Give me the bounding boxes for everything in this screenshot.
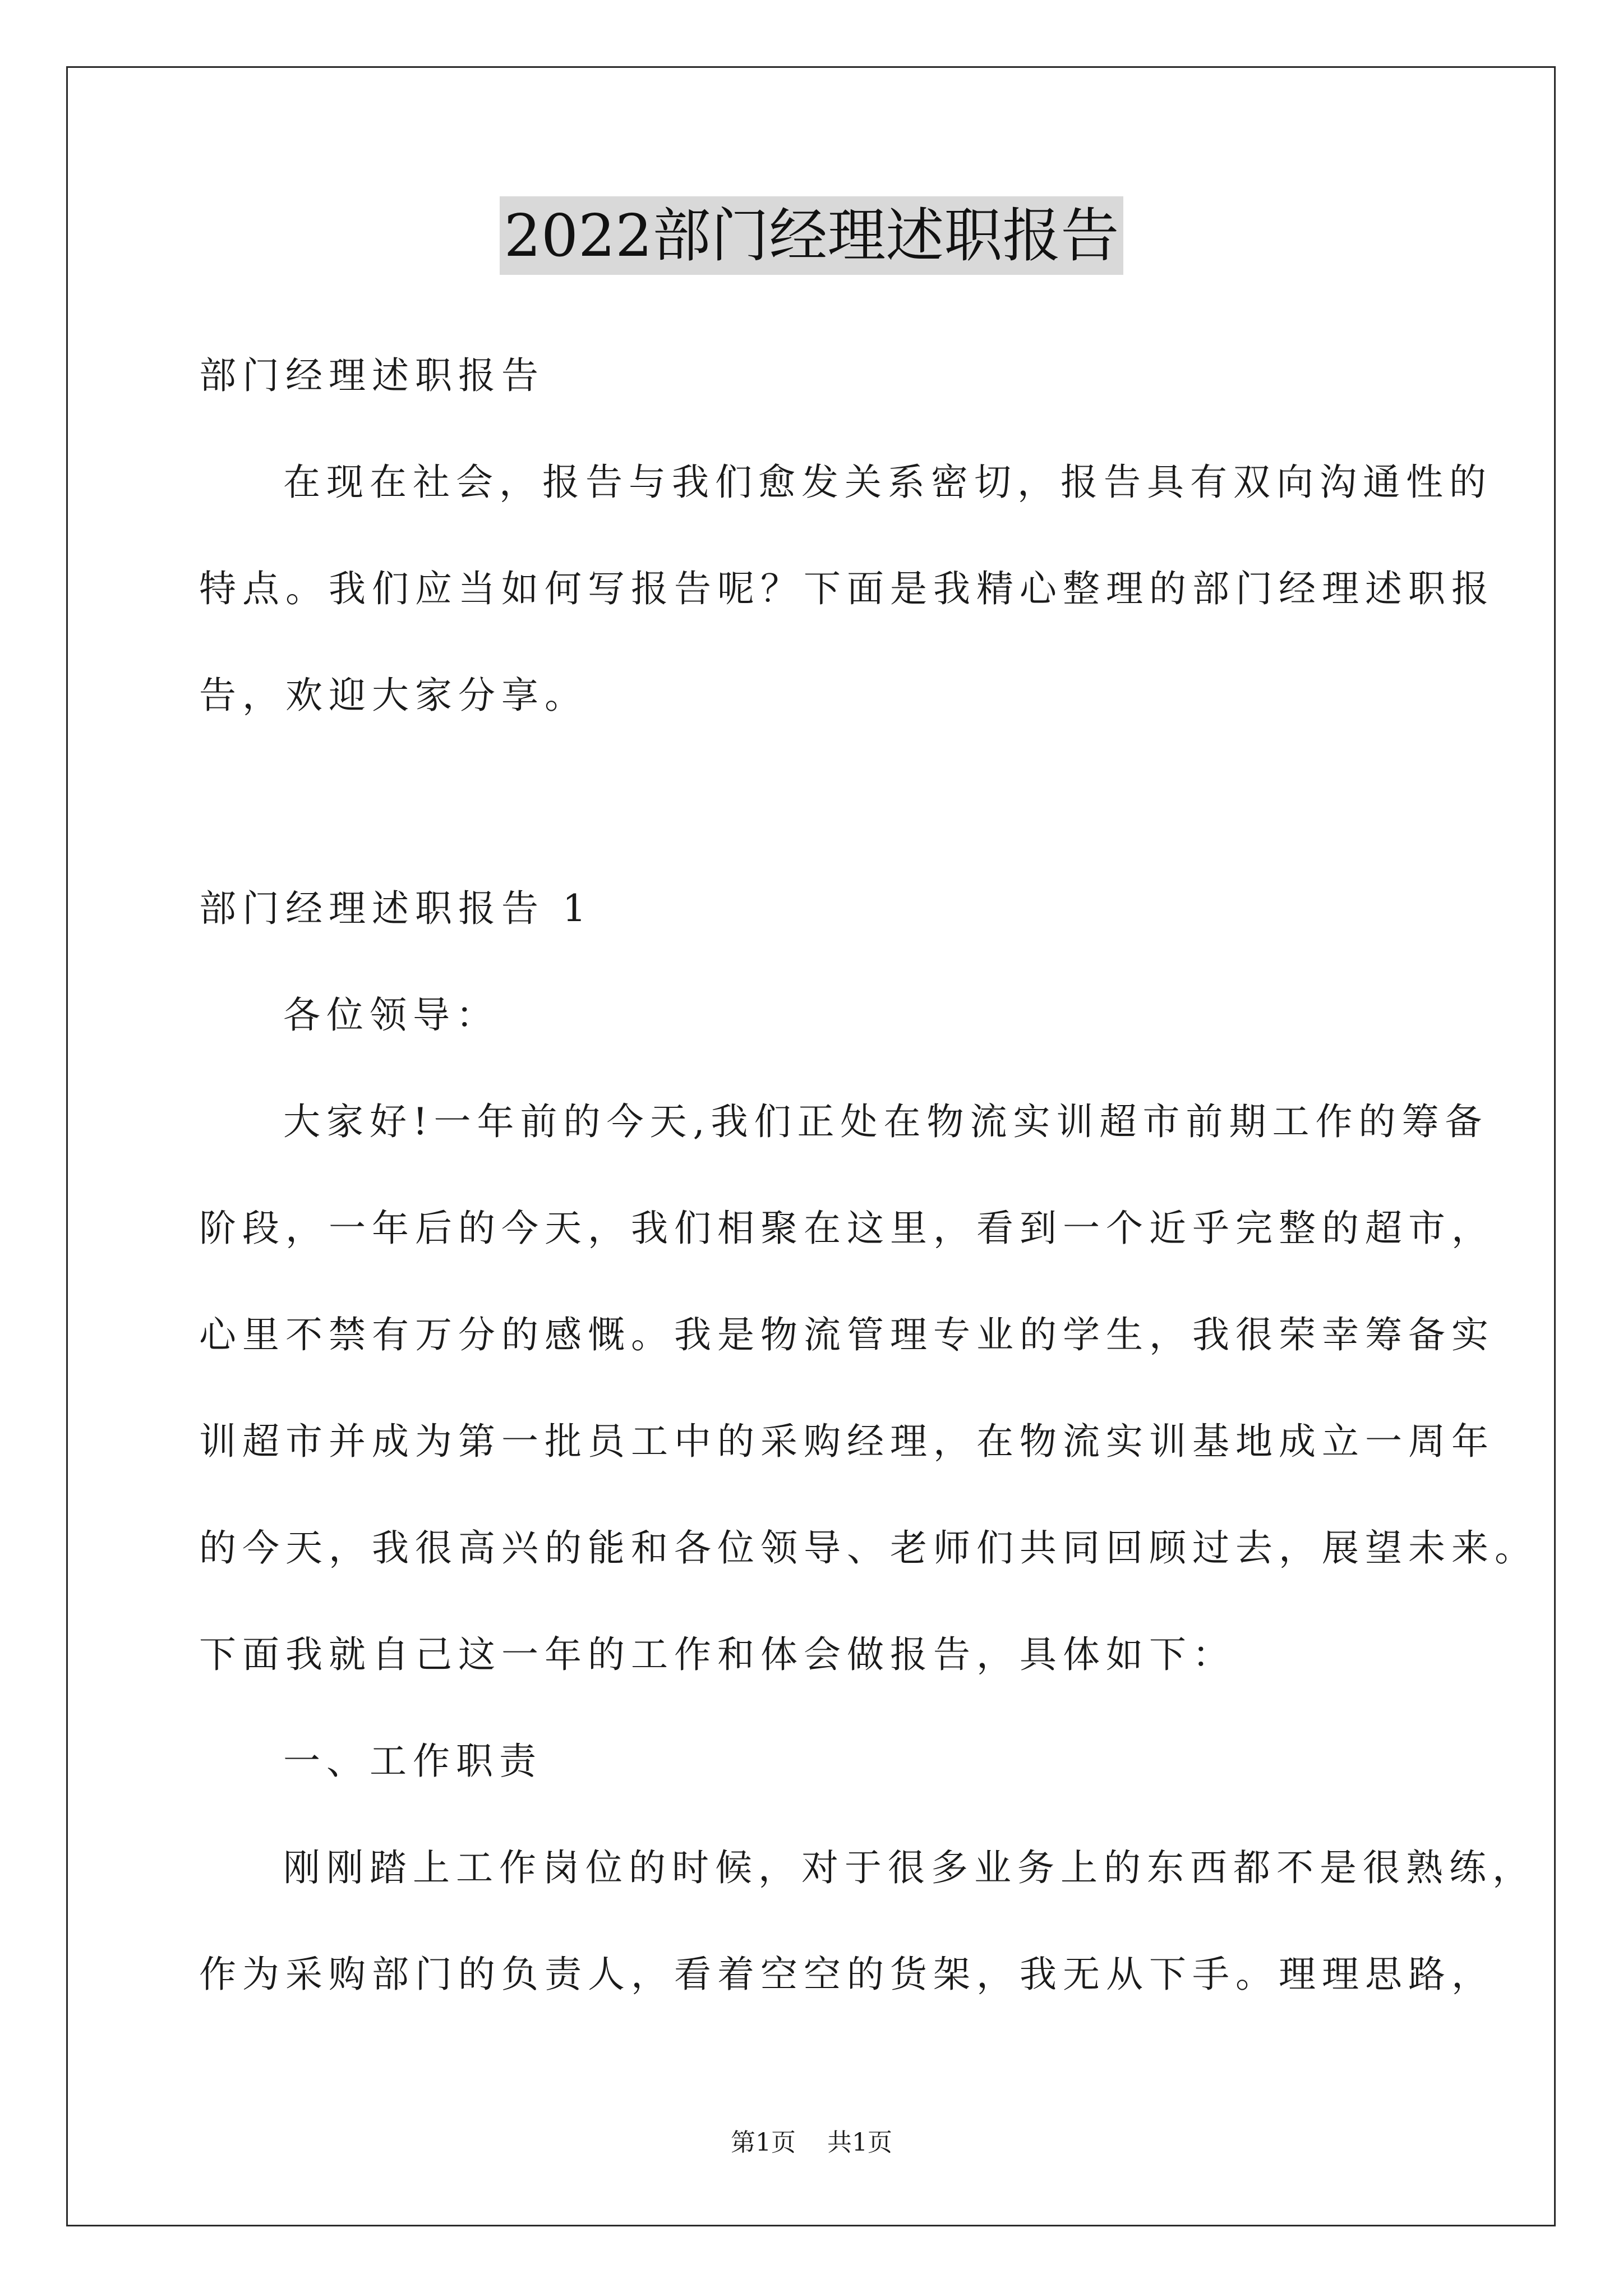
paragraph-line: 心里不禁有万分的感慨。我是物流管理专业的学生，我很荣幸筹备实: [199, 1313, 1495, 1356]
intro-line: 特点。我们应当如何写报告呢？下面是我精心整理的部门经理述职报: [199, 567, 1495, 610]
document-title: 2022部门经理述职报告: [500, 196, 1124, 275]
paragraph-line: 下面我就自己这一年的工作和体会做报告，具体如下：: [199, 1633, 1235, 1676]
paragraph-line: 阶段，一年后的今天，我们相聚在这里，看到一个近乎完整的超市，: [199, 1207, 1495, 1250]
document-subtitle: 部门经理述职报告: [199, 354, 545, 397]
intro-line: 在现在社会，报告与我们愈发关系密切，报告具有双向沟通性的: [283, 461, 1492, 504]
paragraph-line: 训超市并成为第一批员工中的采购经理，在物流实训基地成立一周年: [199, 1420, 1495, 1463]
paragraph-line: 作为采购部门的负责人，看着空空的货架，我无从下手。理理思路，: [199, 1953, 1495, 1996]
section-heading: 部门经理述职报告 1: [199, 887, 592, 930]
subheading: 一、工作职责: [283, 1740, 542, 1783]
salutation: 各位领导：: [283, 993, 499, 1037]
paragraph-line: 的今天，我很高兴的能和各位领导、老师们共同回顾过去，展望未来。: [199, 1526, 1538, 1570]
paragraph-line: 大家好!一年前的今天,我们正处在物流实训超市前期工作的筹备: [283, 1100, 1488, 1143]
intro-line: 告，欢迎大家分享。: [199, 674, 588, 717]
title-container: [0, 196, 1623, 275]
page-number-footer: 第1页 共1页: [731, 2128, 892, 2157]
paragraph-line: 刚刚踏上工作岗位的时候，对于很多业务上的东西都不是很熟练，: [283, 1846, 1536, 1889]
